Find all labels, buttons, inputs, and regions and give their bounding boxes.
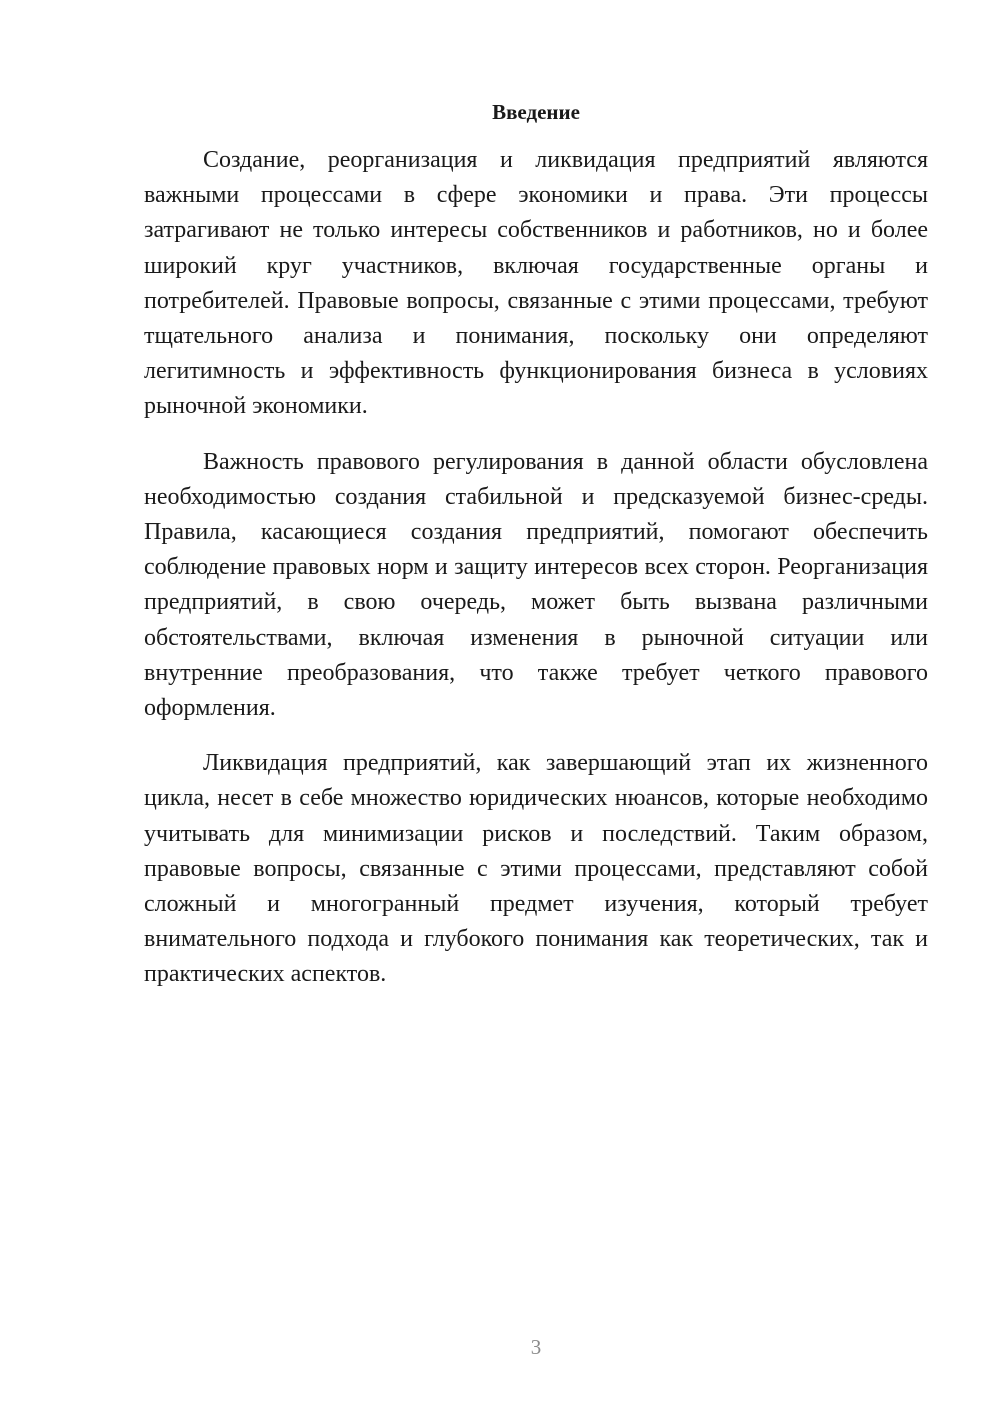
paragraph-1: Создание, реорганизация и ликвидация предприятий являются важными процессами в сфере экономики и права. Эти процессы затрагивают не только интересы собственников и работников, но и более широкий круг участников, включая государственные органы и потребителей. Правовые вопросы, связанные с этими процессами, требуют тщательного анализа и понимания, поскольку они определяют легитимность и эффективность функционирования бизнеса в условиях рыночной экономики. xyxy=(144,147,928,420)
section-title: Введение xyxy=(492,100,580,124)
page-number: 3 xyxy=(530,1335,542,1359)
paragraph-3: Ликвидация предприятий, как завершающий этап их жизненного цикла, несет в себе множество юридических нюансов, которые необходимо учитывать для минимизации рисков и последствий. Таким образом, правовые вопросы, связанные с этими процессами, представляют собой сложный и многогранный предмет изучения, который требует внимательного подхода и глубокого понимания как теоретических, так и практических аспектов. xyxy=(144,750,928,988)
body-text xyxy=(144,143,928,993)
paragraph-2: Важность правового регулирования в данной области обусловлена необходимостью создания стабильной и предсказуемой бизнес-среды. Правила, касающиеся создания предприятий, помогают обеспечить соблюдение правовых норм и защиту интересов всех сторон. Реорганизация предприятий, в свою очередь, может быть вызвана различными обстоятельствами, включая изменения в рыночной ситуации или внутренние преобразования, что также требует четкого правового оформления. xyxy=(144,448,928,722)
